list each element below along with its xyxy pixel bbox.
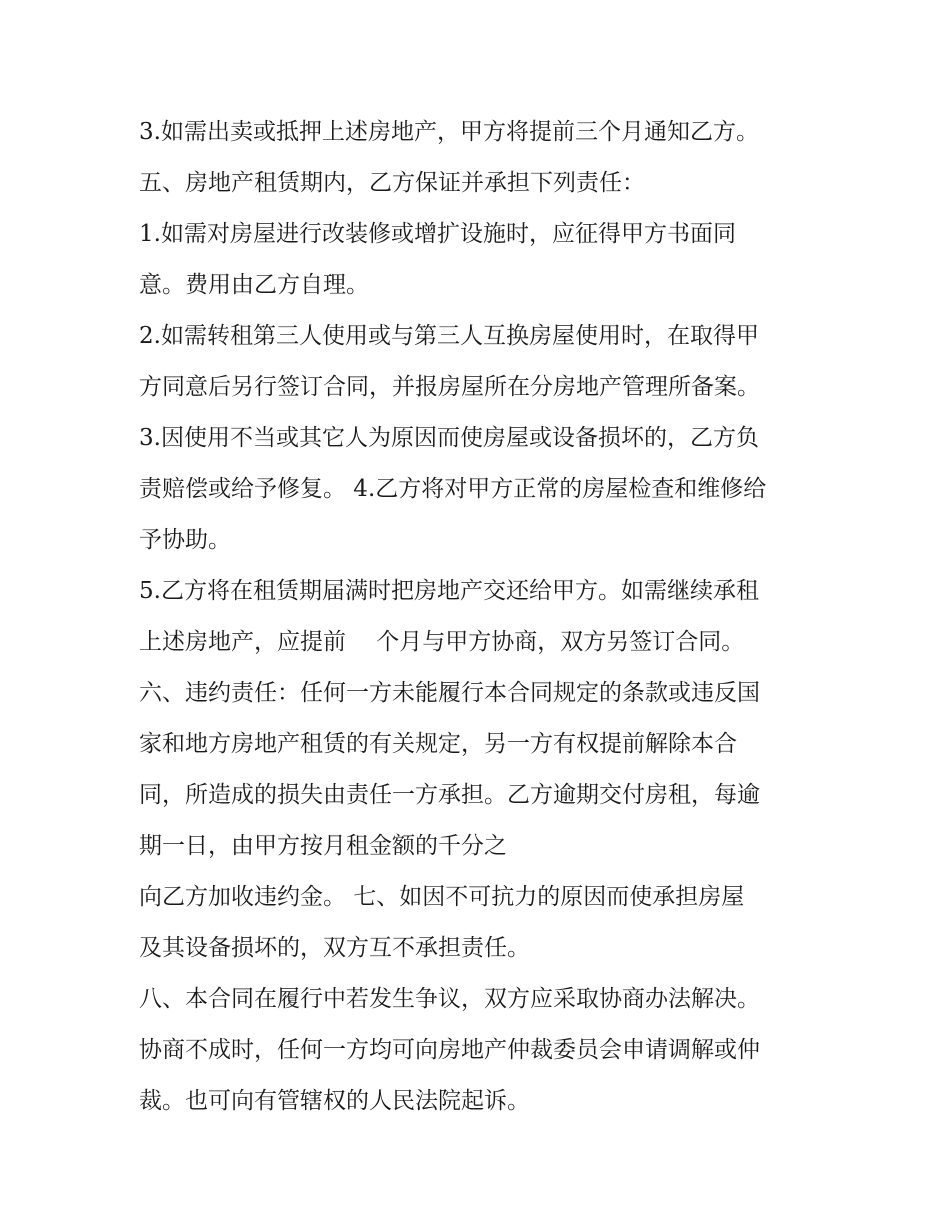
text-line: 上述房地产，应提前 个月与甲方协商，双方另签订合同。 xyxy=(139,629,745,655)
text-line: 1.如需对房屋进行改装修或增扩设施时，应征得甲方书面同 xyxy=(139,221,736,247)
text-line: 意。费用由乙方自理。 xyxy=(139,272,369,298)
text-line: 2.如需转租第三人使用或与第三人互换房屋使用时，在取得甲 xyxy=(139,323,759,349)
section-heading: 八、本合同在履行中若发生争议，双方应采取协商办法解决。 xyxy=(139,986,760,1012)
text-line: 家和地方房地产租赁的有关规定，另一方有权提前解除本合 xyxy=(139,731,737,757)
section-heading: 五、房地产租赁期内，乙方保证并承担下列责任： xyxy=(139,170,645,196)
text-line: 3.因使用不当或其它人为原因而使房屋或设备损坏的，乙方负 xyxy=(139,425,759,451)
section-heading: 六、违约责任：任何一方未能履行本合同规定的条款或违反国 xyxy=(139,680,760,706)
text-line: 方同意后另行签订合同，并报房屋所在分房地产管理所备案。 xyxy=(139,374,760,400)
text-line: 3.如需出卖或抵押上述房地产，甲方将提前三个月通知乙方。 xyxy=(139,119,759,145)
text-line: 裁。也可向有管辖权的人民法院起诉。 xyxy=(139,1088,530,1114)
text-line: 责赔偿或给予修复。 4.乙方将对甲方正常的房屋检查和维修给 xyxy=(139,476,767,502)
text-line: 向乙方加收违约金。 七、如因不可抗力的原因而使承担房屋 xyxy=(139,884,745,910)
text-line: 及其设备损坏的，双方互不承担责任。 xyxy=(139,935,530,961)
text-line: 协商不成时，任何一方均可向房地产仲裁委员会申请调解或仲 xyxy=(139,1037,760,1063)
text-line: 同，所造成的损失由责任一方承担。乙方逾期交付房租，每逾 xyxy=(139,782,760,808)
text-line: 期一日，由甲方按月租金额的千分之 xyxy=(139,833,507,859)
text-line: 5.乙方将在租赁期届满时把房地产交还给甲方。如需继续承租 xyxy=(139,578,759,604)
contract-body xyxy=(139,107,819,1127)
text-line: 予协助。 xyxy=(139,527,231,553)
